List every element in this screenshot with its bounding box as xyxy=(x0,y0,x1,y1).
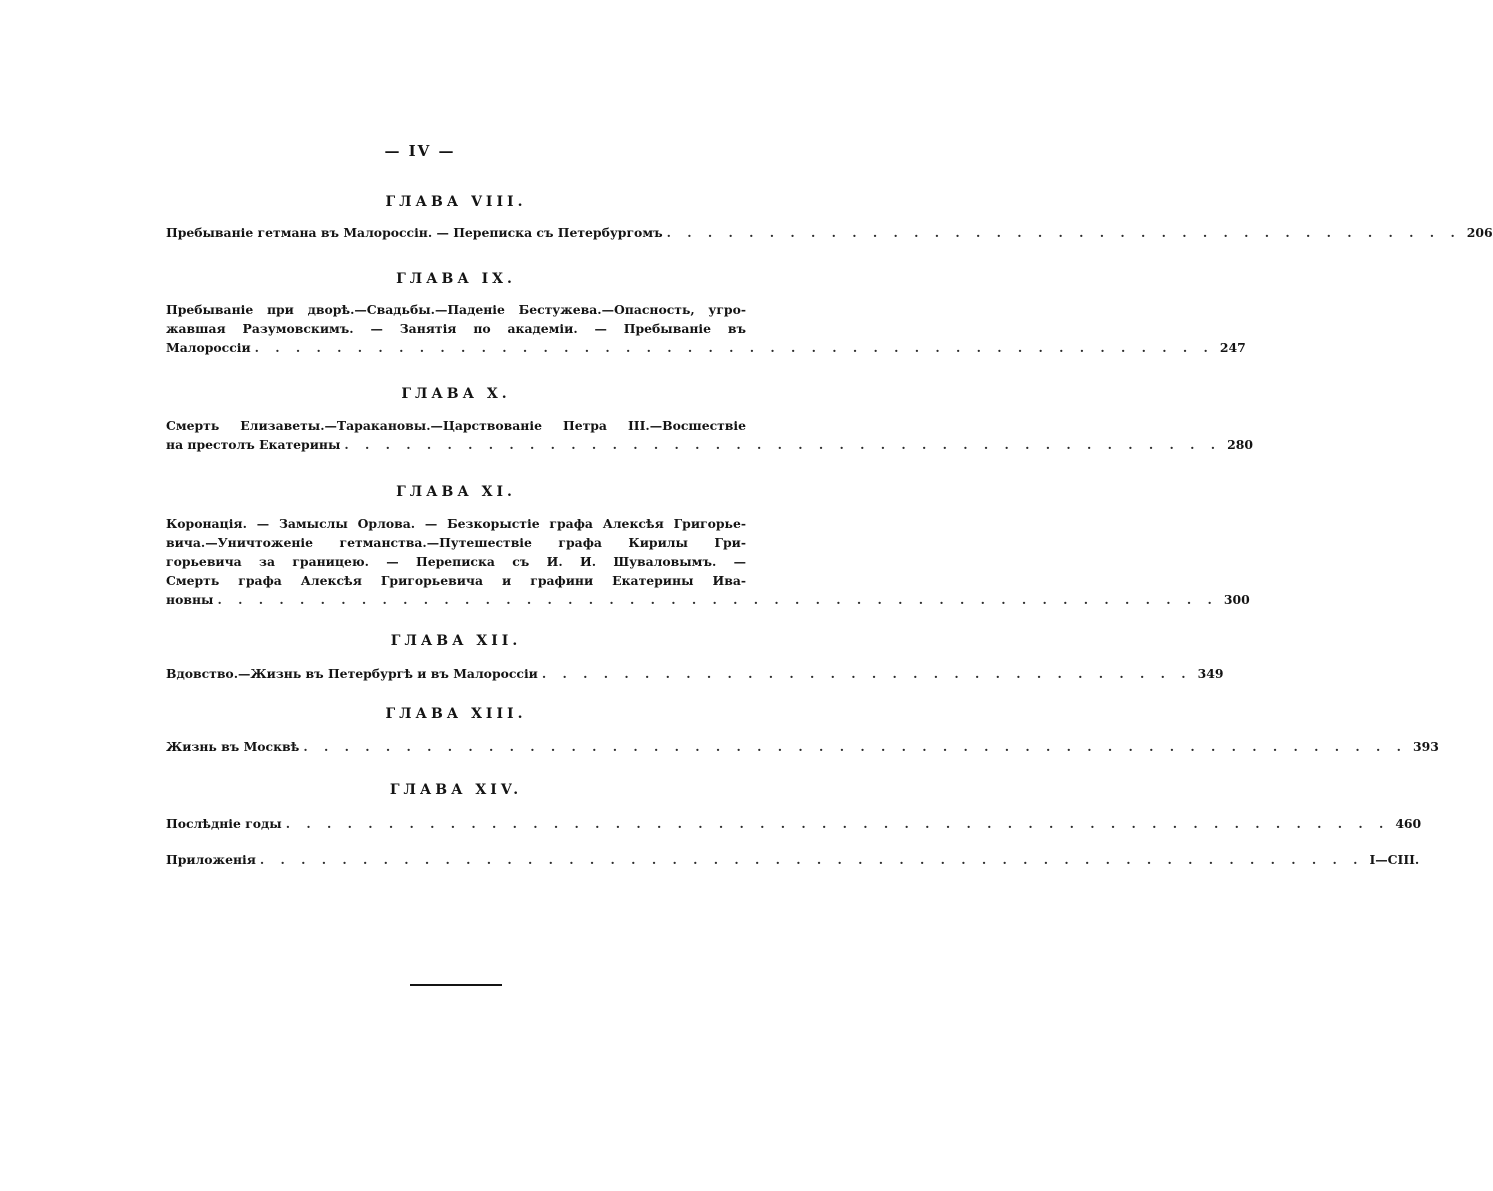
chapter-heading-xiii: ГЛАВА XIII. xyxy=(385,706,527,722)
entry-last-line xyxy=(166,338,1246,357)
dot-leader: . . . . . . . . . . . . . . . . . . . . . . . . . . . . . . . . . . . . . . . . . . . . . . . xyxy=(254,340,1214,355)
entry-line: Коронація. — Замыслы Орлова. — Безкорыстіе графа Алексѣя Григорье- xyxy=(166,516,746,531)
entry-last-line xyxy=(166,435,1253,454)
entry-line: вича.—Уничтоженіе гетманства.—Путешествіе графа Кирилы Гри- xyxy=(166,535,746,550)
entry-page-number: 300 xyxy=(1223,592,1250,607)
entry-line: жавшая Разумовскимъ. — Занятія по академіи. — Пребываніе въ xyxy=(166,321,746,336)
entry-page-number: 206 xyxy=(1466,225,1493,240)
entry-text: Малороссіи xyxy=(166,340,251,355)
entry-line: Смерть графа Алексѣя Григорьевича и графини Екатерины Ива- xyxy=(166,573,746,588)
entry-line: Пребываніе при дворѣ.—Свадьбы.—Паденіе Бестужева.—Опасность, угро- xyxy=(166,302,746,317)
toc-entry-x[interactable] xyxy=(166,416,1253,454)
entry-page-number: 247 xyxy=(1219,340,1246,355)
entry-text: на престолъ Екатерины xyxy=(166,437,341,452)
entry-page-number: 280 xyxy=(1227,437,1253,452)
entry-text: Пребываніе гетмана въ Малороссін. — Переписка съ Петербургомъ xyxy=(166,225,663,240)
entry-text: Послѣдніе годы xyxy=(166,816,282,831)
entry-text: Жизнь въ Москвѣ xyxy=(166,739,300,754)
entry-line: горьевича за границею. — Переписка съ И. И. Шуваловымъ. — xyxy=(166,554,746,569)
entry-line: Смерть Елизаветы.—Таракановы.—Царствованіе Петра III.—Восшествіе xyxy=(166,418,746,433)
entry-page-number: I—CIII. xyxy=(1369,852,1420,867)
toc-entry-appendix[interactable] xyxy=(166,850,1420,869)
dot-leader: . . . . . . . . . . . . . . . . . . . . . . . . . . . . . . . . . . . . . . . . . . . . . . . . . xyxy=(217,592,1218,607)
entry-last-line xyxy=(166,737,1439,756)
entry-last-line xyxy=(166,814,1422,833)
chapter-heading-ix: ГЛАВА IX. xyxy=(396,271,516,287)
entry-page-number: 393 xyxy=(1412,739,1439,754)
toc-entry-xiii[interactable] xyxy=(166,737,1439,756)
toc-entry-xiv[interactable] xyxy=(166,814,1422,833)
entry-last-line xyxy=(166,850,1420,869)
entry-page-number: 460 xyxy=(1395,816,1422,831)
toc-entry-ix[interactable] xyxy=(166,300,1246,357)
chapter-heading-xi: ГЛАВА XI. xyxy=(396,484,516,500)
entry-text: Вдовство.—Жизнь въ Петербургѣ и въ Малороссіи xyxy=(166,666,538,681)
entry-text: Приложенія xyxy=(166,852,256,867)
chapter-heading-x: ГЛАВА X. xyxy=(401,386,511,402)
entry-last-line xyxy=(166,664,1224,683)
dot-leader: . . . . . . . . . . . . . . . . . . . . . . . . . . . . . . . . . . . . . . . . . . . xyxy=(344,437,1222,452)
page-number: — IV — xyxy=(384,142,456,160)
dot-leader: . . . . . . . . . . . . . . . . . . . . . . . . . . . . . . . . . . . . . . . . . . . . . . . . . . . . . . xyxy=(285,816,1390,831)
entry-text: новны xyxy=(166,592,214,607)
dot-leader: . . . . . . . . . . . . . . . . . . . . . . . . . . . . . . . . xyxy=(541,666,1192,681)
chapter-heading-viii: ГЛАВА VIII. xyxy=(385,194,527,210)
dot-leader: . . . . . . . . . . . . . . . . . . . . . . . . . . . . . . . . . . . . . . . . . . . . . . . . . . . . . . xyxy=(303,739,1407,754)
closing-rule xyxy=(410,984,502,986)
entry-last-line xyxy=(166,223,1493,242)
entry-last-line xyxy=(166,590,1250,609)
toc-entry-xi[interactable] xyxy=(166,514,1250,609)
toc-entry-viii[interactable] xyxy=(166,223,1493,242)
chapter-heading-xii: ГЛАВА XII. xyxy=(390,633,522,649)
entry-page-number: 349 xyxy=(1197,666,1224,681)
dot-leader: . . . . . . . . . . . . . . . . . . . . . . . . . . . . . . . . . . . . . . . . . . . . . . . . . . . . . . xyxy=(259,852,1364,867)
chapter-heading-xiv: ГЛАВА XIV. xyxy=(389,782,523,798)
toc-entry-xii[interactable] xyxy=(166,664,1224,683)
dot-leader: . . . . . . . . . . . . . . . . . . . . . . . . . . . . . . . . . . . . . . . xyxy=(666,225,1461,240)
